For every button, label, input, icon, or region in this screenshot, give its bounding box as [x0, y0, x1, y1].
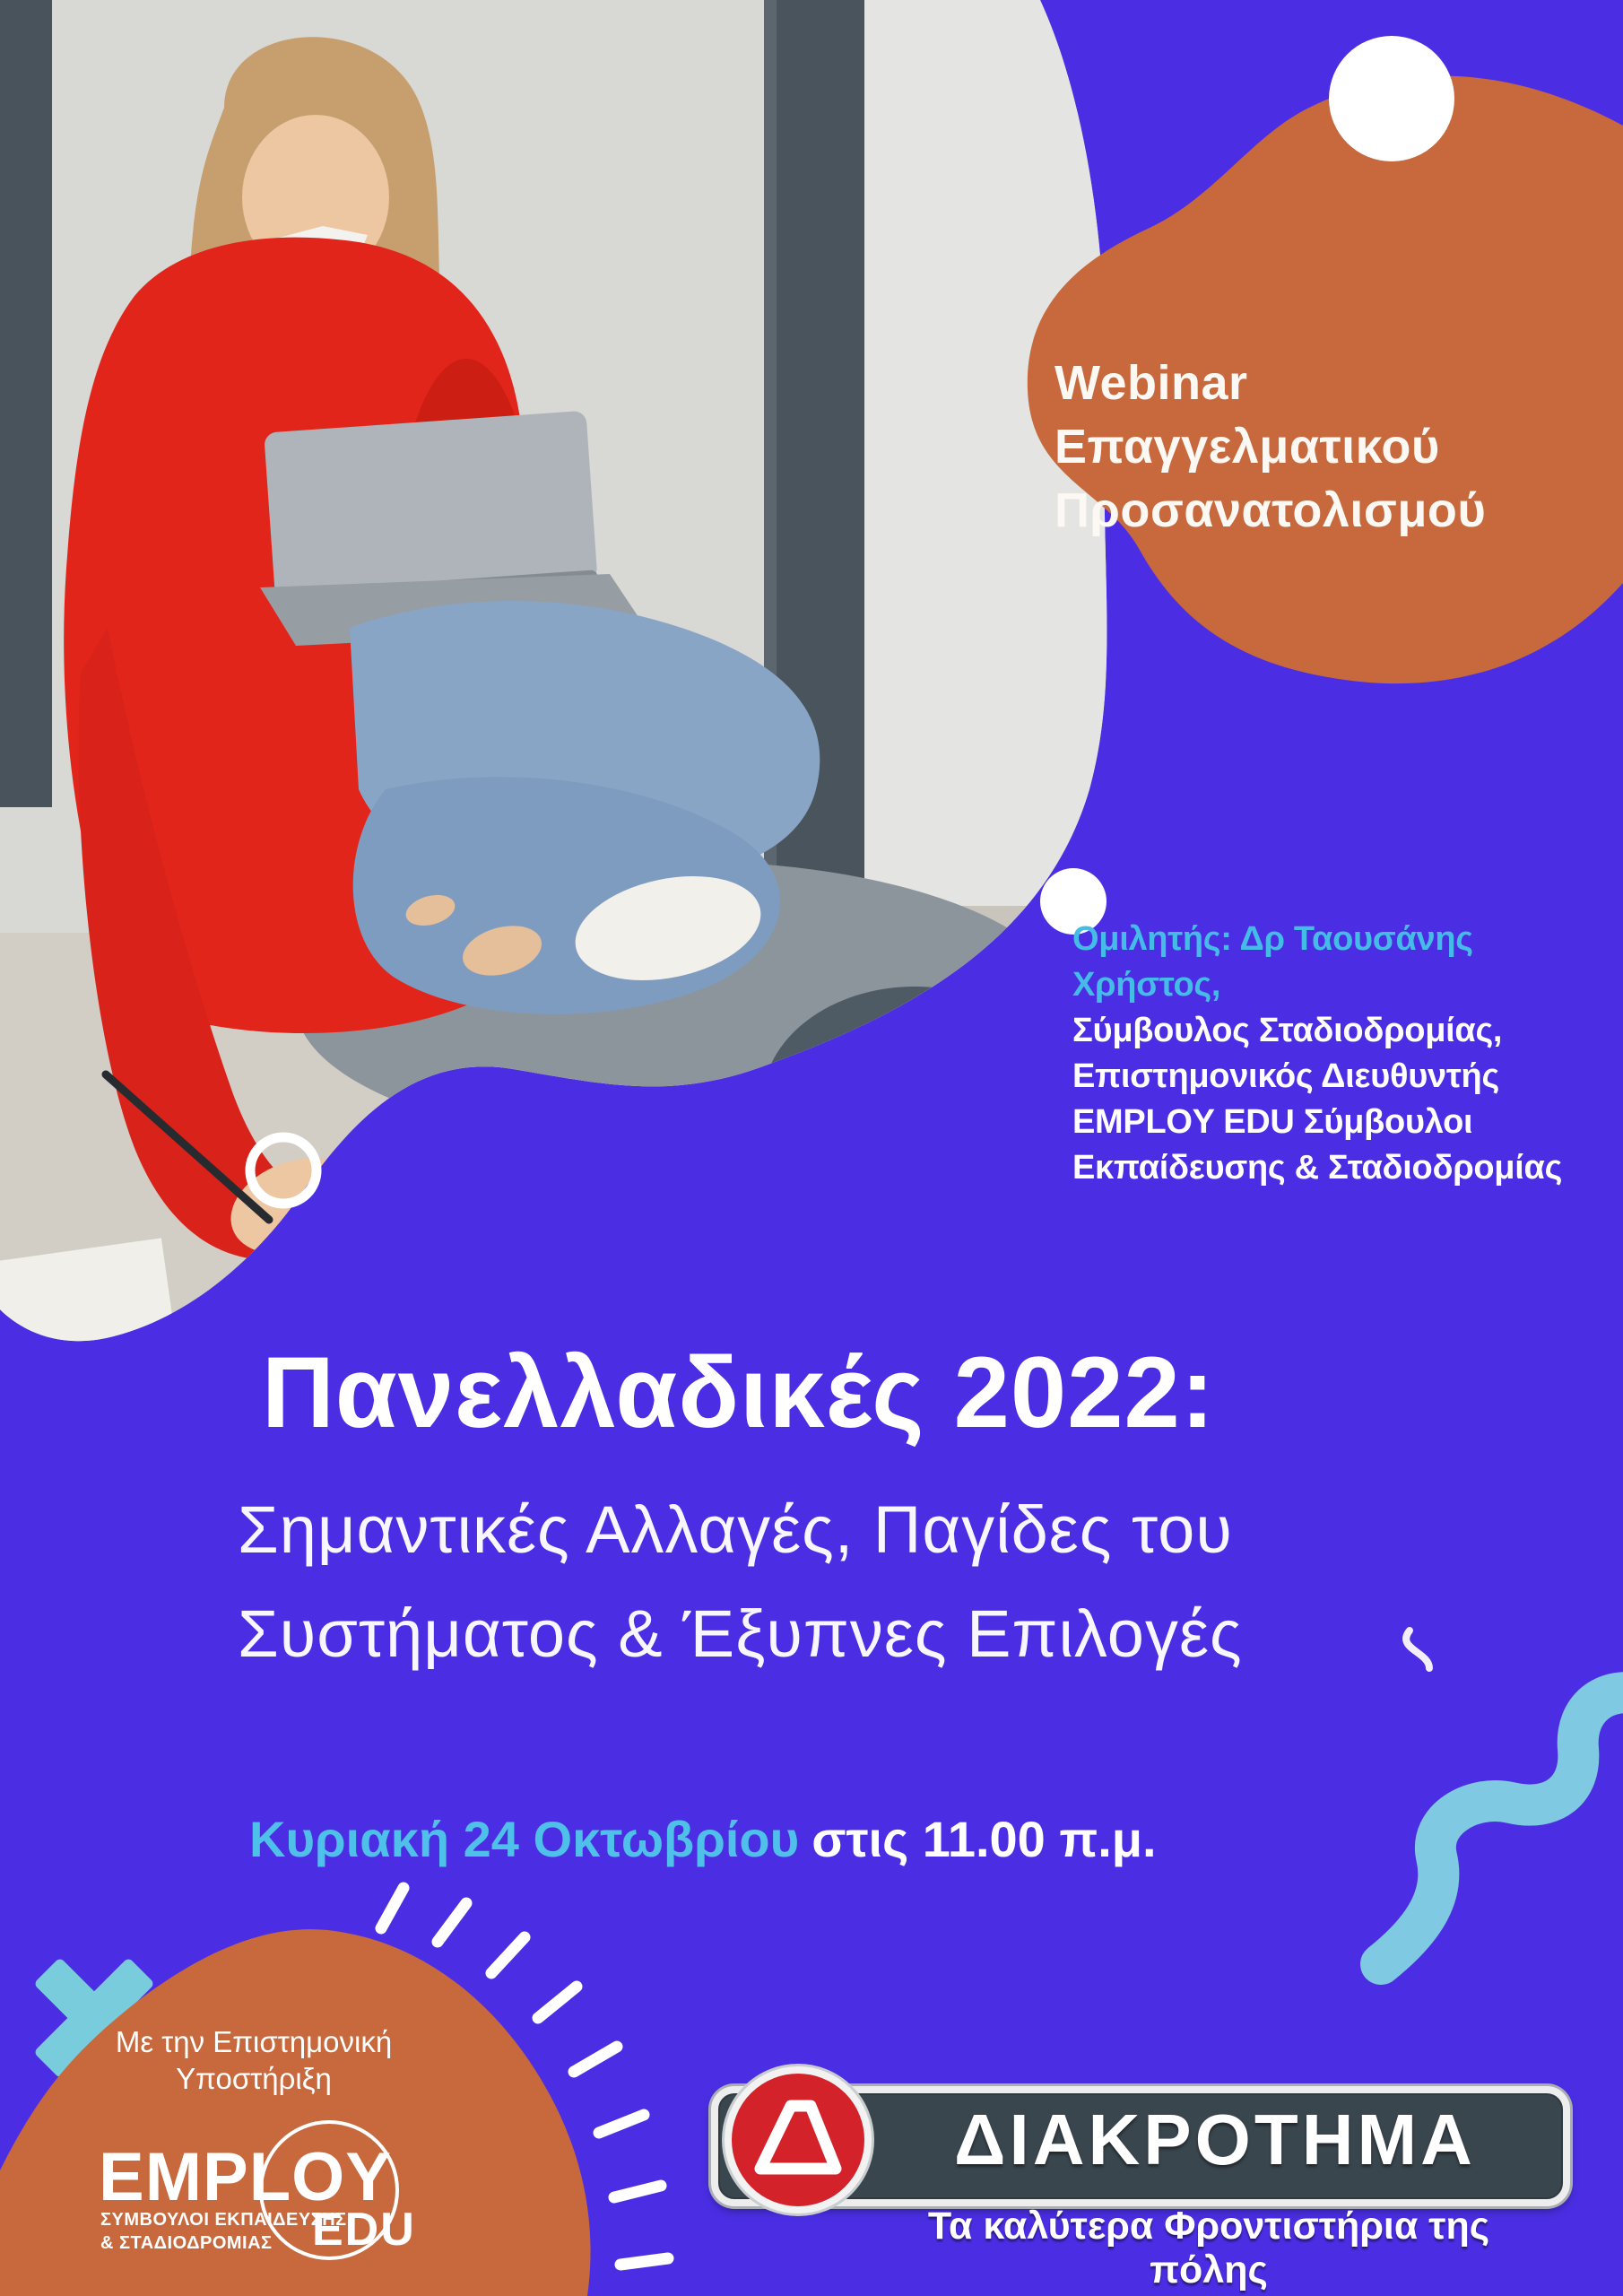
employ-sub-line: & ΣΤΑΔΙΟΔΡΟΜΙΑΣ: [100, 2233, 273, 2253]
speaker-name: Ομιλητής: Δρ Ταουσάνης Χρήστος,: [1072, 920, 1473, 1004]
photo-illustration: [0, 0, 1130, 1388]
window-frame-left: [0, 0, 52, 807]
event-date: Κυριακή 24 Οκτωβρίου: [249, 1811, 800, 1867]
white-circle-top: [1329, 36, 1454, 161]
laptop: [264, 411, 598, 605]
speaker-info: [1072, 917, 1623, 1191]
employ-logo: EMPLOY: [99, 2139, 392, 2215]
event-time: στις 11.00 π.μ.: [812, 1811, 1157, 1867]
webinar-badge: [1055, 352, 1486, 543]
subtitle-line: Σημαντικές Αλλαγές, Παγίδες του: [238, 1492, 1233, 1567]
diakrotima-emblem: [717, 2059, 879, 2221]
badge-line: Προσανατολισμού: [1055, 483, 1487, 537]
diakrotima-tagline: Τα καλύτερα Φροντιστήρια της πόλης: [927, 2205, 1490, 2292]
subtitle-line: Συστήματος & Έξυπνες Επιλογές: [238, 1596, 1243, 1671]
employ-logo-subtitle: [100, 2208, 347, 2255]
employ-edu-label: EDU: [312, 2204, 416, 2256]
speaker-role: Επιστημονικός Διευθυντής: [1072, 1057, 1499, 1095]
support-line: Υποστήριξη: [176, 2062, 332, 2095]
white-curl: [1406, 1631, 1429, 1668]
notebook: [0, 1238, 178, 1388]
badge-line: Επαγγελματικού: [1055, 420, 1440, 474]
diakrotima-name: ΔΙΑΚΡΟΤΗΜΑ: [954, 2100, 1476, 2179]
speaker-role: Σύμβουλος Σταδιοδρομίας,: [1072, 1012, 1503, 1049]
support-note: [79, 2023, 429, 2097]
badge-line: Webinar: [1055, 356, 1248, 410]
speaker-role: EMPLOY EDU Σύμβουλοι: [1072, 1103, 1473, 1141]
event-schedule: [249, 1810, 1157, 1868]
teal-squiggle: [1381, 1692, 1623, 1964]
speaker-role: Εκπαίδευσης & Σταδιοδρομίας: [1072, 1149, 1563, 1187]
support-line: Με την Επιστημονική: [115, 2025, 393, 2058]
page-title: Πανελλαδικές 2022:: [262, 1336, 1216, 1448]
employ-sub-line: ΣΥΜΒΟΥΛΟΙ ΕΚΠΑΙΔΕΥΣΗΣ: [100, 2210, 347, 2230]
subtitle: [238, 1478, 1243, 1686]
